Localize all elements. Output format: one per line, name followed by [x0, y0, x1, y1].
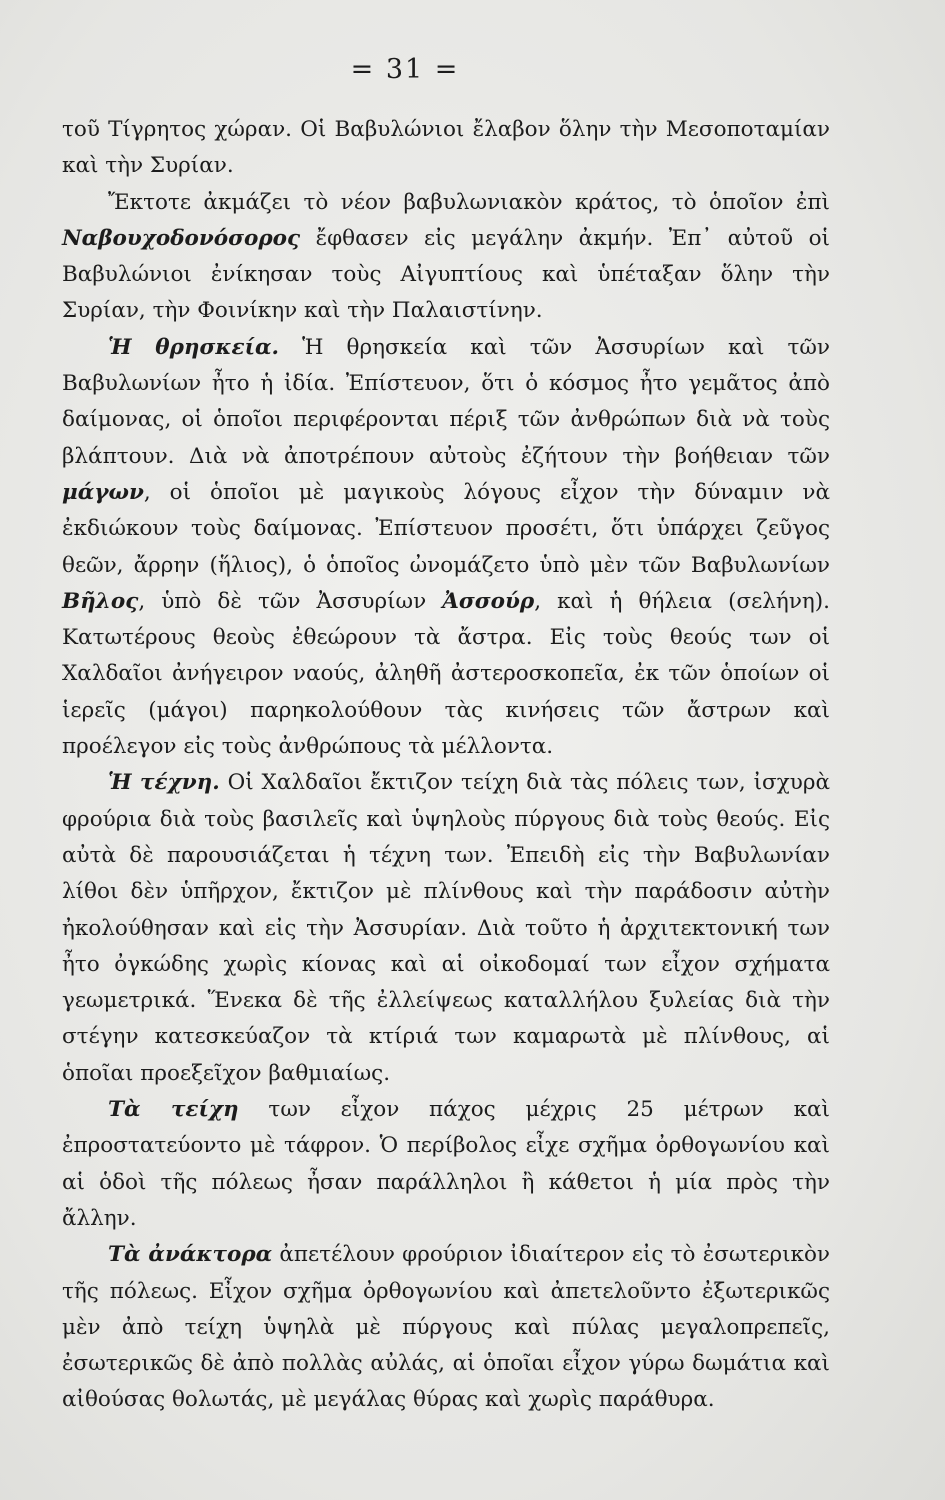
section-heading: Ἡ θρησκεία.: [108, 334, 280, 360]
text-run: , ὑπὸ δὲ τῶν Ἀσσυρίων: [138, 588, 443, 614]
body-text: [62, 112, 830, 1419]
paragraph-p6: [62, 1237, 830, 1418]
text-run: Οἱ Χαλδαῖοι ἔκτιζον τείχη διὰ τὰς πόλεις των, ἰσχυρὰ φρούρια διὰ τοὺς βασιλεῖς καὶ ὑψηλοὺς πύργους διὰ τοὺς θεούς. Εἰς αὐτὰ δὲ παρουσιάζεται ἡ τέχνη των. Ἐπειδὴ εἰς τὴν Βαβυλωνίαν λίθοι δὲν ὑπῆρχον, ἔκτιζον μὲ πλίνθους καὶ τὴν παράδοσιν αὐτὴν ἠκολούθησαν καὶ εἰς τὴν Ἀσσυρίαν. Διὰ τοῦτο ἡ ἀρχιτεκτονική των ἦτο ὀγκώδης χωρὶς κίονας καὶ αἱ οἰκοδομαί των εἶχον σχήματα γεωμετρικά. Ἕνεκα δὲ τῆς ἐλλείψεως καταλλήλου ξυλείας διὰ τὴν στέγην κατεσκεύαζον τὰ κτίριά των καμαρωτὰ μὲ πλίνθους, αἱ ὁποῖαι προεξεῖχον βαθμιαίως.: [62, 770, 830, 1086]
paragraph-p3: [62, 330, 830, 766]
text-run: , οἱ ὁποῖοι μὲ μαγικοὺς λόγους εἶχον τὴν δύναμιν νὰ ἐκδιώκουν τοὺς δαίμονας. Ἐπίστευον προσέτι, ὅτι ὑπάρχει ζεῦγος θεῶν, ἄρρην (ἥλιος), ὁ ὁποῖος ὠνομάζετο ὑπὸ μὲν τῶν Βαβυλωνίων: [62, 479, 830, 578]
text-run: Ἔκτοτε ἀκμάζει τὸ νέον βαβυλωνιακὸν κράτος, τὸ ὁποῖον ἐπὶ: [108, 189, 830, 215]
emphasized-term: Βῆλος: [62, 588, 139, 614]
emphasized-term: Ναβουχοδονόσορος: [62, 225, 301, 251]
text-run: ἔφθασεν εἰς μεγάλην ἀκμήν. Ἐπ᾽ αὐτοῦ οἱ Βαβυλώνιοι ἐνίκησαν τοὺς Αἰγυπτίους καὶ ὑπέταξαν ὅλην τὴν Συρίαν, τὴν Φοινίκην καὶ τὴν Παλαιστίνην.: [62, 225, 830, 324]
paragraph-p5: [62, 1092, 830, 1237]
text-run: των εἶχον πάχος μέχρις 25 μέτρων καὶ ἐπροστατεύοντο μὲ τάφρον. Ὁ περίβολος εἶχε σχῆμα ὀρθογωνίου καὶ αἱ ὁδοὶ τῆς πόλεως ἦσαν παράλληλοι ἢ κάθετοι ἡ μία πρὸς τὴν ἄλλην.: [62, 1097, 830, 1231]
paragraph-p4: [62, 765, 830, 1092]
text-run: ἀπετέλουν φρούριον ἰδιαίτερον εἰς τὸ ἐσωτερικὸν τῆς πόλεως. Εἶχον σχῆμα ὀρθογωνίου καὶ ἀπετελοῦντο ἐξωτερικῶς μὲν ἀπὸ τείχη ὑψηλὰ μὲ πύργους καὶ πύλας μεγαλοπρεπεῖς, ἐσωτερικῶς δὲ ἀπὸ πολλὰς αὐλάς, αἱ ὁποῖαι εἶχον γύρω δωμάτια καὶ αἰθούσας θολωτάς, μὲ μεγάλας θύρας καὶ χωρὶς παράθυρα.: [62, 1242, 830, 1413]
section-heading: Τὰ τείχη: [108, 1097, 239, 1123]
text-run: Ἡ θρησκεία καὶ τῶν Ἀσσυρίων καὶ τῶν Βαβυλωνίων ἦτο ἡ ἰδία. Ἐπίστευον, ὅτι ὁ κόσμος ἦτο γεμᾶτος ἀπὸ δαίμονας, οἱ ὁποῖοι περιφέρονται πέριξ τῶν ἀνθρώπων διὰ νὰ τοὺς βλάπτουν. Διὰ νὰ ἀποτρέπουν αὐτοὺς ἐζήτουν τὴν βοήθειαν τῶν: [62, 334, 830, 469]
text-run: , καὶ ἡ θήλεια (σελήνη). Κατωτέρους θεοὺς ἐθεώρουν τὰ ἄστρα. Εἰς τοὺς θεούς των οἱ Χαλδαῖοι ἀνήγειρον ναούς, ἀληθῆ ἀστεροσκοπεῖα, ἐκ τῶν ὁποίων οἱ ἱερεῖς (μάγοι) παρηκολούθουν τὰς κινήσεις τῶν ἄστρων καὶ προέλεγον εἰς τοὺς ἀνθρώπους τὰ μέλλοντα.: [62, 588, 830, 760]
emphasized-term: μάγων: [62, 479, 144, 505]
section-heading: Τὰ ἀνάκτορα: [108, 1242, 273, 1268]
paragraph-p1: [62, 112, 830, 185]
text-run: τοῦ Τίγρητος χώραν. Οἱ Βαβυλώνιοι ἔλαβον ὅλην τὴν Μεσοποταμίαν καὶ τὴν Συρίαν.: [62, 117, 830, 179]
section-heading: Ἡ τέχνη.: [108, 770, 220, 796]
page-number: = 31 =: [350, 54, 460, 85]
paragraph-p2: [62, 185, 830, 330]
emphasized-term: Ἀσσούρ: [442, 588, 535, 614]
